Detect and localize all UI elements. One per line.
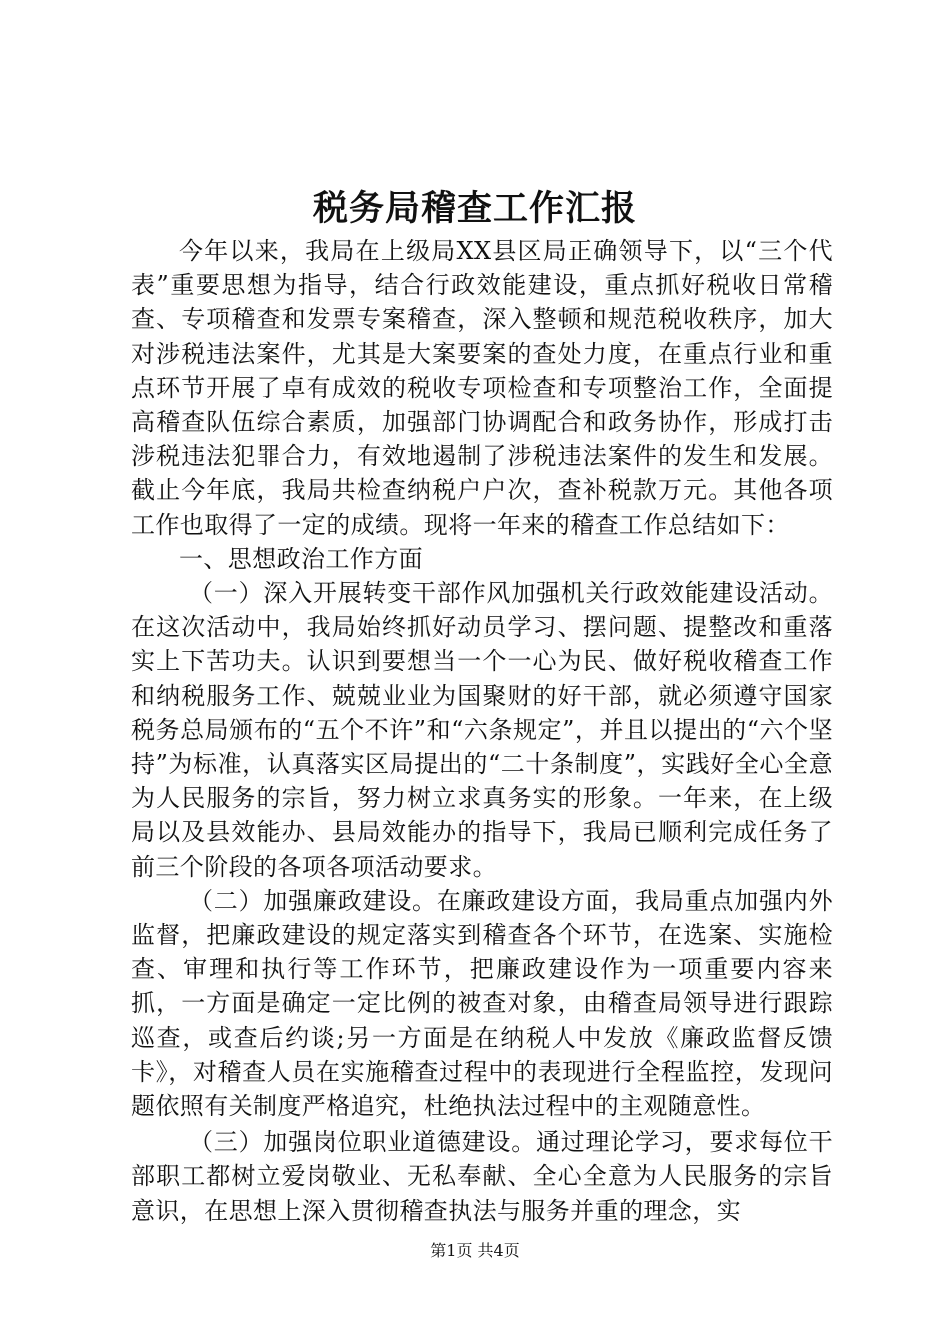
document-body xyxy=(131,234,833,1228)
paragraph-section-3: （三）加强岗位职业道德建设。通过理论学习，要求每位干部职工都树立爱岗敬业、无私奉献、全心全意为人民服务的宗旨意识，在思想上深入贯彻稽查执法与服务并重的理念，实 xyxy=(131,1128,833,1225)
paragraph-section-1: （一）深入开展转变干部作风加强机关行政效能建设活动。在这次活动中，我局始终抓好动员学习、摆问题、提整改和重落实上下苦功夫。认识到要想当一个一心为民、做好税收稽查工作和纳税服务工作、兢兢业业为国聚财的好干部，就必须遵守国家税务总局颁布的“五个不许”和“六条规定”，并且以提出的“六个坚持”为标准，认真落实区局提出的“二十条制度”，实践好全心全意为人民服务的宗旨，努力树立求真务实的形象。一年来，在上级局以及县效能办、县局效能办的指导下，我局已顺利完成任务了前三个阶段的各项各项活动要求。 xyxy=(131,579,833,881)
paragraph-section-2: （二）加强廉政建设。在廉政建设方面，我局重点加强内外监督，把廉政建设的规定落实到稽查各个环节，在选案、实施检查、审理和执行等工作环节，把廉政建设作为一项重要内容来抓，一方面是确定一定比例的被查对象，由稽查局领导进行跟踪巡查，或查后约谈;另一方面是在纳税人中发放《廉政监督反馈卡》，对稽查人员在实施稽查过程中的表现进行全程监控，发现问题依照有关制度严格追究，杜绝执法过程中的主观随意性。 xyxy=(131,886,833,1121)
paragraph-intro: 今年以来，我局在上级局XX县区局正确领导下，以“三个代表”重要思想为指导，结合行政效能建设，重点抓好税收日常稽查、专项稽查和发票专案稽查，深入整顿和规范税收秩序，加大对涉税违法案件，尤其是大案要案的查处力度，在重点行业和重点环节开展了卓有成效的税收专项检查和专项整治工作，全面提高稽查队伍综合素质，加强部门协调配合和政务协作，形成打击涉税违法犯罪合力，有效地遏制了涉税违法案件的发生和发展。截止今年底，我局共检查纳税户户次，查补税款万元。其他各项工作也取得了一定的成绩。现将一年来的稽查工作总结如下： xyxy=(131,237,833,539)
page-footer: 第1页 共4页 xyxy=(430,1241,520,1260)
document-title: 税务局稽查工作汇报 xyxy=(312,188,637,229)
section-heading: 一、思想政治工作方面 xyxy=(179,544,423,573)
